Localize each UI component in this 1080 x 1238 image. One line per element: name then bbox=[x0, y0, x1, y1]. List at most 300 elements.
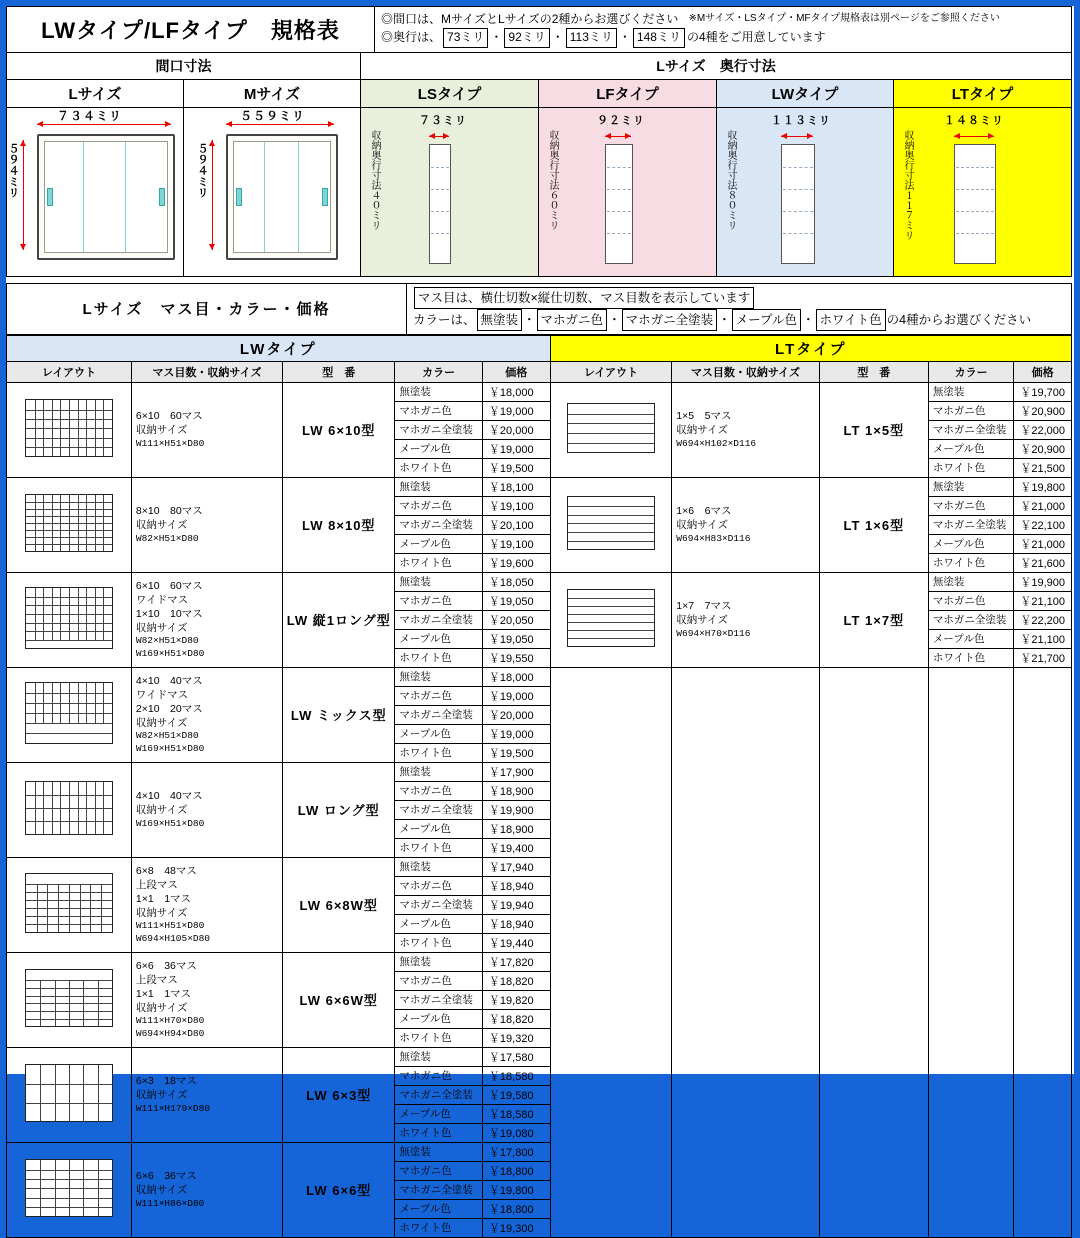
layout-grid bbox=[25, 682, 113, 744]
lw-color-cell: ホワイト色 bbox=[395, 648, 483, 667]
lw-price-cell: ￥19,440 bbox=[482, 933, 550, 952]
lw-color-cell: メープル色 bbox=[395, 914, 483, 933]
lw-price-cell: ￥19,000 bbox=[482, 686, 550, 705]
lw-color-cell: ホワイト色 bbox=[395, 743, 483, 762]
spec-line: 6×3 18マス bbox=[135, 1075, 197, 1088]
lt-depth-label: １４８ミリ bbox=[944, 114, 1004, 127]
lw-color-cell: マホガニ色 bbox=[395, 496, 483, 515]
spec-line: W111×H51×D80 bbox=[135, 437, 205, 449]
ls-depth-label: ７３ミリ bbox=[419, 114, 467, 127]
table-column-header-row bbox=[7, 361, 1072, 382]
lw-layout-cell bbox=[7, 1142, 132, 1237]
lt-spec-cell bbox=[672, 572, 819, 667]
spec-line: 1×6 6マス bbox=[676, 505, 732, 518]
lsize-height-label: ５９４ミリ bbox=[7, 142, 19, 198]
lw-price-cell: ￥18,800 bbox=[482, 1161, 550, 1180]
lt-model-cell: LT 1×6型 bbox=[819, 477, 928, 572]
spec-line: 収納サイズ bbox=[135, 907, 188, 920]
spec-line: 8×10 80マス bbox=[135, 505, 203, 518]
masu-title: Lサイズ マス目・カラー・価格 bbox=[7, 284, 407, 334]
lf-inner-depth-label: 収納奥行寸法６０ミリ bbox=[547, 129, 558, 230]
lt-empty-color bbox=[928, 667, 1013, 1237]
lw-price-cell: ￥17,800 bbox=[482, 1142, 550, 1161]
lw-model-cell: LW 6×3型 bbox=[283, 1047, 395, 1142]
color-option-1: マホガニ色 bbox=[537, 309, 608, 331]
table-row bbox=[7, 667, 1072, 686]
lt-price-cell: ￥19,800 bbox=[1014, 477, 1072, 496]
masu-note-1 bbox=[413, 287, 1065, 309]
masu-notes bbox=[407, 284, 1071, 334]
lw-color-cell: ホワイト色 bbox=[395, 1123, 483, 1142]
lw-color-cell: マホガニ全塗装 bbox=[395, 610, 483, 629]
spec-line: 1×1 1マス bbox=[135, 987, 192, 1000]
document-header bbox=[6, 6, 1072, 53]
sep-dot-3: ・ bbox=[618, 30, 631, 45]
lw-color-cell: マホガニ色 bbox=[395, 971, 483, 990]
lt-spec-cell bbox=[672, 382, 819, 477]
lt-layout-cell bbox=[550, 477, 672, 572]
spec-line: W82×H51×D80 bbox=[135, 635, 199, 647]
group-label-okuyuki: Lサイズ 奥行寸法 bbox=[361, 53, 1071, 80]
lt-color-cell: マホガニ色 bbox=[928, 401, 1013, 420]
lw-color-cell: マホガニ全塗装 bbox=[395, 1180, 483, 1199]
layout-grid bbox=[25, 969, 113, 1027]
lw-price-cell: ￥18,050 bbox=[482, 572, 550, 591]
lw-color-cell: 無塗装 bbox=[395, 857, 483, 876]
lw-color-cell: 無塗装 bbox=[395, 1142, 483, 1161]
spec-line: 収納サイズ bbox=[135, 424, 188, 437]
lt-price-cell: ￥22,000 bbox=[1014, 420, 1072, 439]
layout-grid bbox=[567, 403, 655, 453]
layout-grid bbox=[567, 496, 655, 550]
lt-layout-cell bbox=[550, 382, 672, 477]
masu-note-2-post: の4種からお選びください bbox=[886, 312, 1032, 327]
lw-price-cell: ￥19,600 bbox=[482, 553, 550, 572]
spec-line: 収納サイズ bbox=[135, 622, 188, 635]
colhead-lw-layout: レイアウト bbox=[7, 361, 132, 382]
lw-price-cell: ￥18,820 bbox=[482, 1009, 550, 1028]
lw-price-cell: ￥18,580 bbox=[482, 1066, 550, 1085]
lt-empty-spec bbox=[672, 667, 819, 1237]
lw-model-cell: LW 6×6W型 bbox=[283, 952, 395, 1047]
color-option-0: 無塗装 bbox=[477, 309, 523, 331]
lw-spec-cell bbox=[131, 762, 282, 857]
lw-model-cell: LW 8×10型 bbox=[283, 477, 395, 572]
masu-note-2-pre: カラーは、 bbox=[413, 312, 476, 327]
spec-line: W111×H51×D80 bbox=[135, 920, 205, 932]
lw-price-cell: ￥18,000 bbox=[482, 667, 550, 686]
lw-spec-cell bbox=[131, 572, 282, 667]
lw-spec-cell bbox=[131, 857, 282, 952]
drawing-lt-depth bbox=[894, 108, 1071, 276]
header-note-row-2 bbox=[381, 28, 1065, 47]
spec-line: ワイドマス bbox=[135, 593, 189, 606]
layout-grid bbox=[25, 494, 113, 552]
layout-grid bbox=[25, 781, 113, 835]
lw-color-cell: メープル色 bbox=[395, 439, 483, 458]
depth-option-2: 113ミリ bbox=[566, 28, 617, 47]
lw-color-cell: メープル色 bbox=[395, 534, 483, 553]
lw-price-cell: ￥17,820 bbox=[482, 952, 550, 971]
lw-color-cell: ホワイト色 bbox=[395, 838, 483, 857]
lw-color-cell: 無塗装 bbox=[395, 762, 483, 781]
colhead-lt-color: カラー bbox=[928, 361, 1013, 382]
msize-height-label: ５９４ミリ bbox=[196, 142, 208, 198]
lt-price-cell: ￥19,700 bbox=[1014, 382, 1072, 401]
lw-price-cell: ￥19,940 bbox=[482, 895, 550, 914]
lt-color-cell: メープル色 bbox=[928, 629, 1013, 648]
drawing-msize bbox=[184, 108, 361, 276]
lw-color-cell: ホワイト色 bbox=[395, 553, 483, 572]
lt-color-cell: ホワイト色 bbox=[928, 458, 1013, 477]
lw-color-cell: ホワイト色 bbox=[395, 1028, 483, 1047]
colhead-lt-layout: レイアウト bbox=[550, 361, 672, 382]
lw-color-cell: マホガニ全塗装 bbox=[395, 990, 483, 1009]
lw-price-cell: ￥19,050 bbox=[482, 629, 550, 648]
lt-color-cell: メープル色 bbox=[928, 439, 1013, 458]
layout-grid bbox=[25, 1064, 113, 1122]
lw-layout-cell bbox=[7, 667, 132, 762]
spec-line: W169×H51×D80 bbox=[135, 648, 205, 660]
lw-price-cell: ￥17,900 bbox=[482, 762, 550, 781]
lw-price-cell: ￥18,800 bbox=[482, 1199, 550, 1218]
spec-line: 1×10 10マス bbox=[135, 607, 203, 620]
lw-price-cell: ￥19,550 bbox=[482, 648, 550, 667]
dimension-group-header bbox=[7, 53, 1071, 80]
table-group-header-row bbox=[7, 335, 1072, 361]
spec-line: W694×H83×D116 bbox=[676, 532, 751, 544]
spec-line: 1×5 5マス bbox=[676, 410, 732, 423]
lw-spec-cell bbox=[131, 1142, 282, 1237]
color-option-2: マホガニ全塗装 bbox=[622, 309, 718, 331]
spec-line: 収納サイズ bbox=[676, 614, 728, 627]
lw-price-cell: ￥20,000 bbox=[482, 705, 550, 724]
lw-color-cell: 無塗装 bbox=[395, 952, 483, 971]
dim-col-lsize: Lサイズ bbox=[7, 80, 184, 108]
header-note-row-1 bbox=[381, 11, 1065, 28]
lt-color-cell: 無塗装 bbox=[928, 477, 1013, 496]
lw-price-cell: ￥18,900 bbox=[482, 781, 550, 800]
lw-layout-cell bbox=[7, 382, 132, 477]
lw-price-cell: ￥19,100 bbox=[482, 496, 550, 515]
lsize-width-label: ７３４ミリ bbox=[57, 108, 123, 123]
lt-spec-cell bbox=[672, 477, 819, 572]
lw-color-cell: マホガニ全塗装 bbox=[395, 895, 483, 914]
lw-color-cell: ホワイト色 bbox=[395, 1218, 483, 1237]
lw-color-cell: マホガニ全塗装 bbox=[395, 705, 483, 724]
lt-price-cell: ￥22,100 bbox=[1014, 515, 1072, 534]
lw-spec-cell bbox=[131, 1047, 282, 1142]
layout-grid bbox=[567, 589, 655, 647]
masu-note-1-text: マス目は、横仕切数×縦仕切数、マス目数を表示しています bbox=[414, 287, 754, 309]
lw-spec-cell bbox=[131, 477, 282, 572]
lt-price-cell: ￥20,900 bbox=[1014, 401, 1072, 420]
lt-price-cell: ￥21,000 bbox=[1014, 496, 1072, 515]
lw-price-cell: ￥19,900 bbox=[482, 800, 550, 819]
lw-layout-cell bbox=[7, 762, 132, 857]
ls-inner-depth-label: 収納奥行寸法４０ミリ bbox=[369, 129, 380, 230]
colhead-lw-spec: マス目数・収納サイズ bbox=[131, 361, 282, 382]
spec-sheet-page bbox=[6, 6, 1074, 1235]
group-header-lt: LTタイプ bbox=[550, 335, 1071, 361]
spec-line: 収納サイズ bbox=[676, 519, 728, 532]
lw-color-cell: 無塗装 bbox=[395, 477, 483, 496]
dim-col-lf: LFタイプ bbox=[539, 80, 717, 108]
spec-line: W111×H70×D80 bbox=[135, 1015, 205, 1027]
lw-layout-cell bbox=[7, 952, 132, 1047]
lw-price-cell: ￥19,500 bbox=[482, 743, 550, 762]
lw-color-cell: マホガニ全塗装 bbox=[395, 800, 483, 819]
lt-model-cell: LT 1×5型 bbox=[819, 382, 928, 477]
lt-empty-price bbox=[1014, 667, 1072, 1237]
lw-price-cell: ￥19,300 bbox=[482, 1218, 550, 1237]
lt-price-cell: ￥21,700 bbox=[1014, 648, 1072, 667]
spec-line: W694×H94×D80 bbox=[135, 1028, 205, 1040]
lt-price-cell: ￥19,900 bbox=[1014, 572, 1072, 591]
spec-line: 6×6 36マス bbox=[135, 1170, 197, 1183]
drawing-lsize bbox=[7, 108, 184, 276]
layout-grid bbox=[25, 399, 113, 457]
lw-layout-cell bbox=[7, 477, 132, 572]
group-label-maguchi: 間口寸法 bbox=[7, 53, 361, 80]
lw-price-cell: ￥18,100 bbox=[482, 477, 550, 496]
table-row bbox=[7, 382, 1072, 401]
lt-price-cell: ￥22,200 bbox=[1014, 610, 1072, 629]
lt-color-cell: 無塗装 bbox=[928, 572, 1013, 591]
lt-color-cell: 無塗装 bbox=[928, 382, 1013, 401]
lw-price-cell: ￥19,000 bbox=[482, 439, 550, 458]
drawing-lw-depth bbox=[717, 108, 894, 276]
spec-line: W169×H51×D80 bbox=[135, 817, 205, 829]
spec-line: 1×1 1マス bbox=[135, 892, 192, 905]
dim-col-lw: LWタイプ bbox=[717, 80, 894, 108]
lt-color-cell: メープル色 bbox=[928, 534, 1013, 553]
spec-line: 6×10 60マス bbox=[135, 579, 203, 592]
lt-empty-model bbox=[819, 667, 928, 1237]
header-note-1: ◎間口は、MサイズとLサイズの2種からお選びください bbox=[381, 12, 679, 26]
lw-price-cell: ￥19,800 bbox=[482, 1180, 550, 1199]
lw-spec-cell bbox=[131, 382, 282, 477]
spec-line: 上段マス bbox=[135, 878, 178, 891]
dimension-table bbox=[6, 53, 1072, 277]
lw-price-cell: ￥18,820 bbox=[482, 971, 550, 990]
lw-price-cell: ￥19,400 bbox=[482, 838, 550, 857]
lw-price-cell: ￥19,100 bbox=[482, 534, 550, 553]
spec-line: 6×8 48マス bbox=[135, 864, 197, 877]
spec-line: W111×H86×D80 bbox=[135, 1197, 205, 1209]
spec-line: 収納サイズ bbox=[676, 424, 728, 437]
sep-dot-1: ・ bbox=[490, 30, 503, 45]
lw-model-cell: LW 6×6型 bbox=[283, 1142, 395, 1237]
colhead-lt-model: 型 番 bbox=[819, 361, 928, 382]
lw-color-cell: 無塗装 bbox=[395, 667, 483, 686]
lw-model-cell: LW 6×8W型 bbox=[283, 857, 395, 952]
lw-inner-depth-label: 収納奥行寸法８０ミリ bbox=[725, 129, 736, 230]
depth-option-1: 92ミリ bbox=[504, 28, 549, 47]
spec-line: W694×H105×D80 bbox=[135, 933, 211, 945]
lw-model-cell: LW 縦1ロング型 bbox=[283, 572, 395, 667]
lw-color-cell: メープル色 bbox=[395, 629, 483, 648]
layout-grid bbox=[25, 873, 113, 933]
lw-price-cell: ￥18,580 bbox=[482, 1104, 550, 1123]
lw-color-cell: メープル色 bbox=[395, 1009, 483, 1028]
colhead-lw-model: 型 番 bbox=[283, 361, 395, 382]
spec-line: ワイドマス bbox=[135, 688, 189, 701]
lw-price-cell: ￥19,820 bbox=[482, 990, 550, 1009]
lw-color-cell: マホガニ全塗装 bbox=[395, 515, 483, 534]
lt-inner-depth-label: 収納奥行寸法１１７ミリ bbox=[902, 129, 913, 240]
lw-color-cell: マホガニ全塗装 bbox=[395, 1085, 483, 1104]
lw-spec-cell bbox=[131, 667, 282, 762]
lw-color-cell: メープル色 bbox=[395, 1104, 483, 1123]
spec-line: 6×6 36マス bbox=[135, 959, 197, 972]
lw-spec-cell bbox=[131, 952, 282, 1047]
lw-price-cell: ￥18,940 bbox=[482, 876, 550, 895]
masu-header bbox=[6, 283, 1072, 335]
depth-option-3: 148ミリ bbox=[633, 28, 685, 47]
spec-line: W169×H51×D80 bbox=[135, 743, 205, 755]
table-row bbox=[7, 477, 1072, 496]
lw-price-cell: ￥17,580 bbox=[482, 1047, 550, 1066]
depth-option-0: 73ミリ bbox=[443, 28, 488, 47]
lw-color-cell: マホガニ全塗装 bbox=[395, 420, 483, 439]
spec-line: 収納サイズ bbox=[135, 804, 188, 817]
dimension-drawings bbox=[7, 108, 1071, 276]
layout-grid bbox=[25, 1159, 113, 1217]
lw-model-cell: LW ミックス型 bbox=[283, 667, 395, 762]
lt-price-cell: ￥20,900 bbox=[1014, 439, 1072, 458]
lt-price-cell: ￥21,600 bbox=[1014, 553, 1072, 572]
header-note-2-post: の4種をご用意しています bbox=[686, 30, 826, 45]
spec-line: 収納サイズ bbox=[135, 717, 188, 730]
lt-price-cell: ￥21,100 bbox=[1014, 629, 1072, 648]
lw-color-cell: マホガニ色 bbox=[395, 686, 483, 705]
spec-line: 6×10 60マス bbox=[135, 410, 203, 423]
dimension-column-header bbox=[7, 80, 1071, 108]
lt-color-cell: マホガニ全塗装 bbox=[928, 420, 1013, 439]
lt-color-cell: ホワイト色 bbox=[928, 648, 1013, 667]
lw-color-cell: マホガニ色 bbox=[395, 1066, 483, 1085]
lt-price-cell: ￥21,500 bbox=[1014, 458, 1072, 477]
lw-price-cell: ￥17,940 bbox=[482, 857, 550, 876]
lw-color-cell: マホガニ色 bbox=[395, 401, 483, 420]
drawing-lf-depth bbox=[539, 108, 717, 276]
spec-line: W111×H179×D80 bbox=[135, 1102, 211, 1114]
lw-color-cell: マホガニ色 bbox=[395, 781, 483, 800]
lt-color-cell: ホワイト色 bbox=[928, 553, 1013, 572]
lt-layout-cell bbox=[550, 572, 672, 667]
lw-color-cell: 無塗装 bbox=[395, 572, 483, 591]
lt-price-cell: ￥21,100 bbox=[1014, 591, 1072, 610]
colhead-lt-spec: マス目数・収納サイズ bbox=[672, 361, 819, 382]
lw-price-cell: ￥18,000 bbox=[482, 382, 550, 401]
lw-color-cell: ホワイト色 bbox=[395, 933, 483, 952]
dim-col-msize: Mサイズ bbox=[184, 80, 361, 108]
dim-col-ls: LSタイプ bbox=[361, 80, 539, 108]
header-notes bbox=[375, 7, 1071, 52]
table-row bbox=[7, 572, 1072, 591]
lw-price-cell: ￥19,000 bbox=[482, 724, 550, 743]
lw-color-cell: マホガニ色 bbox=[395, 591, 483, 610]
sep-dot-2: ・ bbox=[551, 30, 564, 45]
spec-line: 上段マス bbox=[135, 973, 178, 986]
msize-width-label: ５５９ミリ bbox=[240, 108, 306, 123]
colhead-lt-price: 価格 bbox=[1014, 361, 1072, 382]
drawing-ls-depth bbox=[361, 108, 539, 276]
lw-depth-label: １１３ミリ bbox=[771, 114, 831, 127]
header-note-2-pre: ◎奥行は、 bbox=[381, 30, 442, 45]
colhead-lw-price: 価格 bbox=[482, 361, 550, 382]
lw-layout-cell bbox=[7, 1047, 132, 1142]
layout-grid bbox=[25, 587, 113, 649]
lw-price-cell: ￥19,050 bbox=[482, 591, 550, 610]
lw-price-cell: ￥18,900 bbox=[482, 819, 550, 838]
lw-price-cell: ￥20,000 bbox=[482, 420, 550, 439]
price-table-body bbox=[7, 382, 1072, 1237]
spec-line: 収納サイズ bbox=[135, 519, 188, 532]
lw-color-cell: マホガニ色 bbox=[395, 1161, 483, 1180]
lw-price-cell: ￥19,500 bbox=[482, 458, 550, 477]
lt-model-cell: LT 1×7型 bbox=[819, 572, 928, 667]
lw-color-cell: ホワイト色 bbox=[395, 458, 483, 477]
header-note-1-small: ※Mサイズ・LSタイプ・MFタイプ規格表は別ページをご参照ください bbox=[688, 13, 1000, 25]
lw-price-cell: ￥20,050 bbox=[482, 610, 550, 629]
colhead-lw-color: カラー bbox=[395, 361, 483, 382]
lw-price-cell: ￥20,100 bbox=[482, 515, 550, 534]
lw-color-cell: メープル色 bbox=[395, 724, 483, 743]
lt-color-cell: マホガニ色 bbox=[928, 591, 1013, 610]
lt-color-cell: マホガニ全塗装 bbox=[928, 515, 1013, 534]
color-option-4: ホワイト色 bbox=[816, 309, 886, 331]
lw-price-cell: ￥18,940 bbox=[482, 914, 550, 933]
lw-layout-cell bbox=[7, 857, 132, 952]
lw-price-cell: ￥19,080 bbox=[482, 1123, 550, 1142]
dim-col-lt: LTタイプ bbox=[894, 80, 1071, 108]
lw-color-cell: メープル色 bbox=[395, 1199, 483, 1218]
spec-line: W82×H51×D80 bbox=[135, 730, 199, 742]
lt-color-cell: マホガニ全塗装 bbox=[928, 610, 1013, 629]
spec-line: 収納サイズ bbox=[135, 1089, 188, 1102]
lw-color-cell: マホガニ色 bbox=[395, 876, 483, 895]
group-header-lw: LWタイプ bbox=[7, 335, 551, 361]
lw-layout-cell bbox=[7, 572, 132, 667]
spec-line: 4×10 40マス bbox=[135, 674, 203, 687]
spec-line: W694×H102×D116 bbox=[676, 437, 757, 449]
spec-line: 収納サイズ bbox=[135, 1002, 188, 1015]
spec-line: 2×10 20マス bbox=[135, 702, 203, 715]
lw-price-cell: ￥19,320 bbox=[482, 1028, 550, 1047]
lw-color-cell: メープル色 bbox=[395, 819, 483, 838]
lt-price-cell: ￥21,000 bbox=[1014, 534, 1072, 553]
lf-depth-label: ９２ミリ bbox=[597, 114, 645, 127]
color-option-3: メープル色 bbox=[732, 309, 801, 331]
spec-line: 1×7 7マス bbox=[676, 600, 732, 613]
spec-line: W82×H51×D80 bbox=[135, 532, 199, 544]
spec-line: W694×H70×D116 bbox=[676, 627, 751, 639]
masu-note-2: カラーは、 無塗装 ・ マホガニ色 ・ マホガニ全塗装 ・ メープル色 ・ ホワイト色 の4種からお選びください bbox=[413, 309, 1065, 331]
spec-line: 収納サイズ bbox=[135, 1184, 188, 1197]
lw-price-cell: ￥19,000 bbox=[482, 401, 550, 420]
price-table bbox=[6, 335, 1072, 1238]
lw-color-cell: 無塗装 bbox=[395, 1047, 483, 1066]
page-title: LWタイプ/LFタイプ 規格表 bbox=[7, 7, 375, 52]
lw-model-cell: LW ロング型 bbox=[283, 762, 395, 857]
lw-price-cell: ￥19,580 bbox=[482, 1085, 550, 1104]
lt-empty-layout bbox=[550, 667, 672, 1237]
lw-color-cell: 無塗装 bbox=[395, 382, 483, 401]
lw-model-cell: LW 6×10型 bbox=[283, 382, 395, 477]
lt-color-cell: マホガニ色 bbox=[928, 496, 1013, 515]
